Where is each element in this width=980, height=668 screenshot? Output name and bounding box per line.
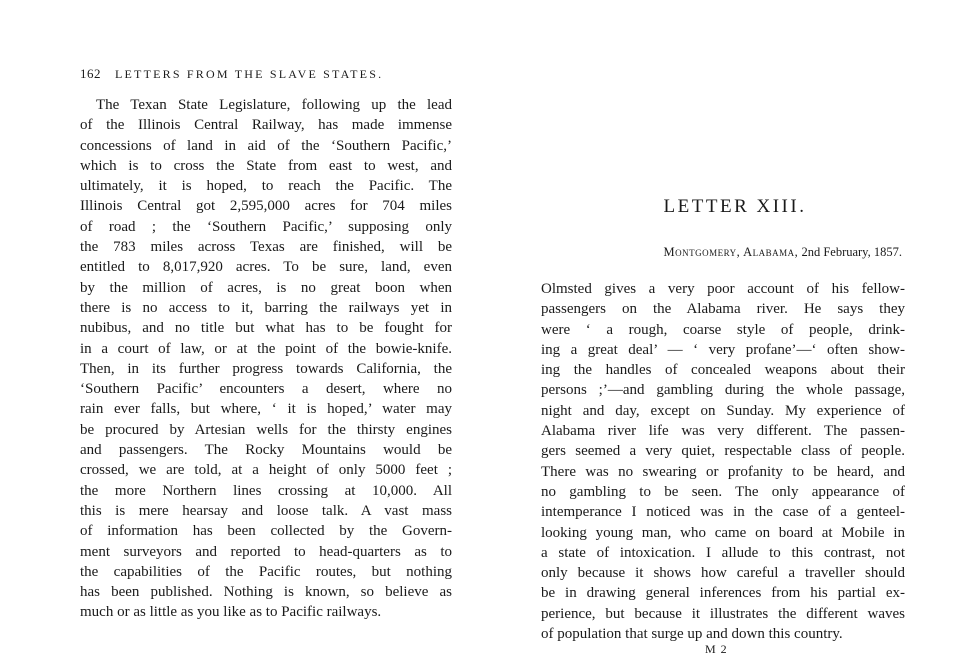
text-line: ing the handles of concealed weapons about their: [541, 362, 905, 379]
left-body-text: [80, 95, 452, 623]
text-line: this is mere hearsay and loose talk. A vast mass: [80, 502, 452, 519]
text-line: be procured by Artesian wells for the thirsty engines: [80, 421, 452, 438]
text-line: and passengers. The Rocky Mountains would be: [80, 442, 452, 459]
text-line: by the million of acres, is no great boon when: [80, 279, 452, 296]
text-line: nubibus, and no title but what has to be fought for: [80, 320, 452, 337]
text-line: has been published. Nothing is known, so believe as: [80, 584, 452, 601]
text-line: passengers on the Alabama river. He says they: [541, 301, 905, 318]
page-number: 162: [80, 66, 101, 81]
signature-mark: M 2: [705, 642, 728, 656]
running-head-title: LETTERS FROM THE SLAVE STATES.: [115, 67, 384, 81]
text-line: a state of intoxication. I allude to this contrast, not: [541, 544, 905, 561]
dateline-date: 2nd February, 1857.: [801, 245, 902, 259]
text-line: ing a great deal’ — ‘ very profane’—‘ often show-: [541, 341, 905, 358]
text-line: Alabama river life was very different. The passen-: [541, 423, 905, 440]
text-line: which is to cross the State from east to west, and: [80, 157, 452, 174]
text-line: only because it shows how careful a traveller should: [541, 565, 905, 582]
text-line: the 783 miles across Texas are finished, will be: [80, 239, 452, 256]
running-head: [80, 66, 383, 82]
text-line: persons ;’—and gambling during the whole passage,: [541, 382, 905, 399]
dateline: [630, 245, 902, 260]
text-line: There was no swearing or profanity to be heard, and: [541, 463, 905, 480]
text-line: were ‘ a rough, coarse style of people, drink-: [541, 321, 905, 338]
text-line: entitled to 8,017,920 acres. To be sure, land, even: [80, 259, 452, 276]
text-line: there is no access to it, barring the railways yet in: [80, 299, 452, 316]
text-line: Illinois Central got 2,595,000 acres for 704 miles: [80, 198, 452, 215]
right-page: [490, 0, 980, 668]
text-line: crossed, we are told, at a height of only 5000 feet ;: [80, 462, 452, 479]
text-line: ultimately, it is hoped, to reach the Pacific. The: [80, 178, 452, 195]
text-line: of population that surge up and down this country.: [541, 626, 843, 643]
text-line: ‘Southern Pacific’ encounters a desert, where no: [80, 381, 452, 398]
text-line: intemperance I noticed was in the case of a genteel-: [541, 504, 905, 521]
letter-title: LETTER XIII.: [663, 196, 807, 217]
text-line: ment surveyors and reported to head-quarters as to: [80, 543, 452, 560]
text-line: be in drawing general inferences from his partial ex-: [541, 585, 905, 602]
text-line: the more Northern lines crossing at 10,000. All: [80, 482, 452, 499]
text-line: of road ; the ‘Southern Pacific,’ supposing only: [80, 218, 452, 235]
text-line: The Texan State Legislature, following up the lead: [96, 97, 452, 113]
text-line: perience, but because it illustrates the different waves: [541, 605, 905, 622]
right-body-text: [541, 279, 905, 644]
text-line: of information has been collected by the Govern-: [80, 523, 452, 540]
text-line: no gambling to be seen. The only appearance of: [541, 483, 905, 500]
text-line: gers seemed a very quiet, respectable class of people.: [541, 443, 905, 460]
text-line: rain ever falls, but where, ‘ it is hoped,’ water may: [80, 401, 452, 418]
text-line: Olmsted gives a very poor account of his fellow-: [541, 281, 905, 297]
text-line: the capabilities of the Pacific routes, but nothing: [80, 563, 452, 580]
text-line: in a court of law, or at the point of the bowie-knife.: [80, 340, 452, 357]
text-line: night and day, except on Sunday. My experience of: [541, 402, 905, 419]
text-line: much or as little as you like as to Pacific railways.: [80, 604, 382, 621]
text-line: concessions of land in aid of the ‘Southern Pacific,’: [80, 137, 452, 154]
text-line: looking young man, who came on board at Mobile in: [541, 524, 905, 541]
text-line: Then, in its further progress towards California, the: [80, 360, 452, 377]
dateline-place: Montgomery, Alabama,: [663, 245, 799, 259]
text-line: of the Illinois Central Railway, has made immense: [80, 117, 452, 134]
